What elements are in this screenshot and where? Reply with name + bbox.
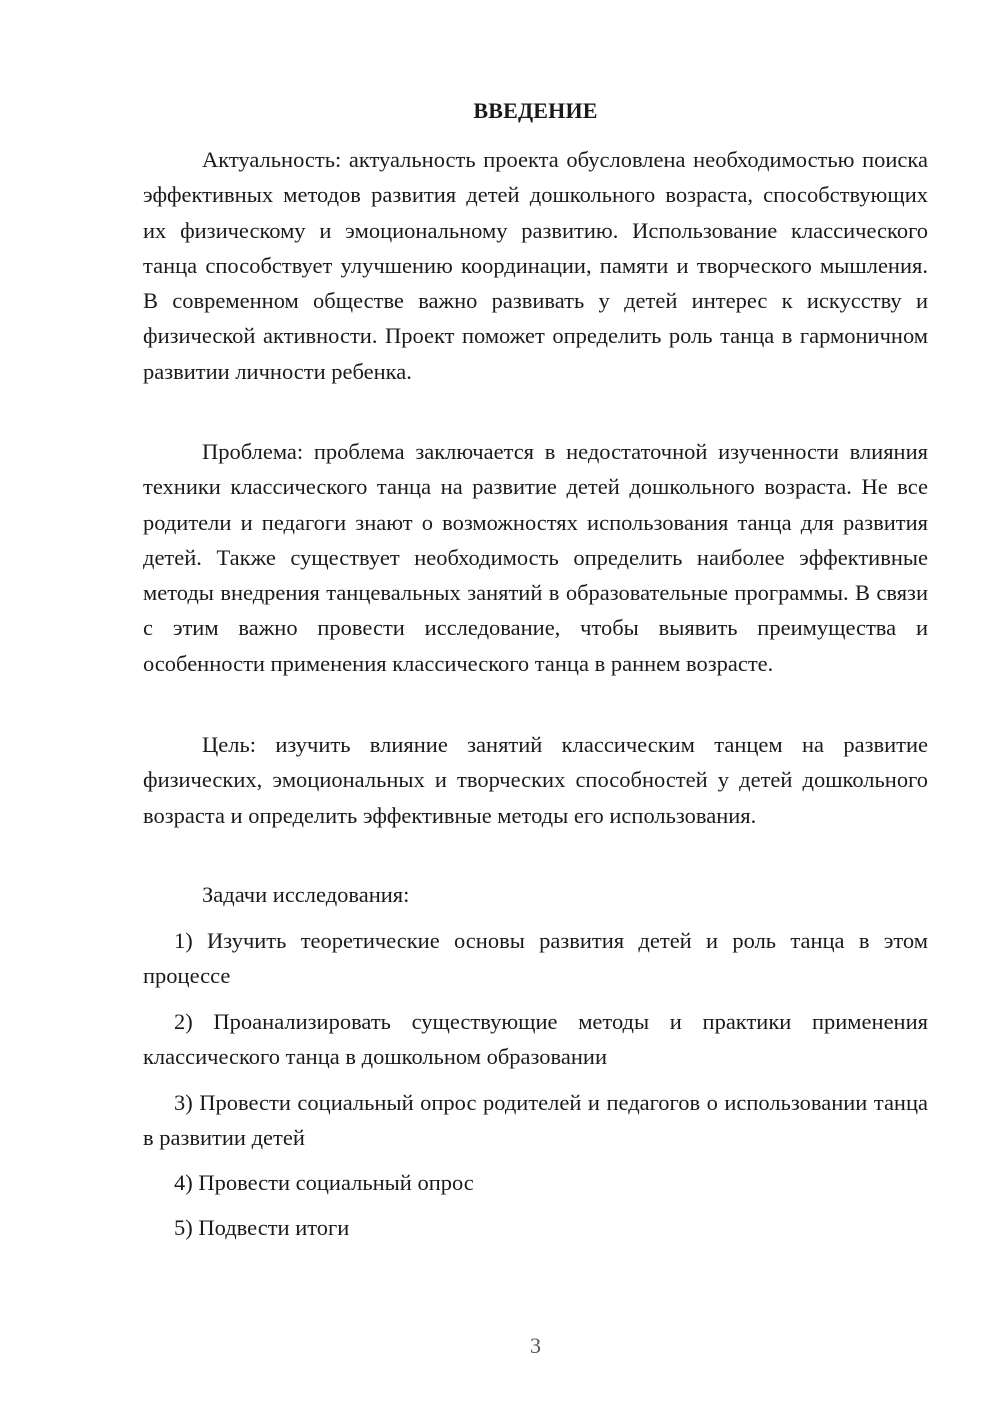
task-item: 3) Провести социальный опрос родителей и педагогов о использовании танца в развитии детей	[143, 1090, 928, 1151]
tasks-heading: Задачи исследования:	[202, 882, 410, 907]
task-item: 2) Проанализировать существующие методы и практики применения классического танца в дошкольном образовании	[143, 1009, 928, 1070]
page-number: 3	[530, 1333, 541, 1358]
goal-paragraph: Цель: изучить влияние занятий классическим танцем на развитие физических, эмоциональных и творческих способностей у детей дошкольного возраста и определить эффективные методы его использования.	[143, 732, 928, 828]
relevance-paragraph: Актуальность: актуальность проекта обусловлена необходимостью поиска эффективных методов развития детей дошкольного возраста, способствующих их физическому и эмоциональному развитию. Использование классического танца способствует улучшению координации, памяти и творческого мышления. В современном обществе важно развивать у детей интерес к искусству и физической активности. Проект поможет определить роль танца в гармоничном развитии личности ребенка.	[143, 147, 928, 384]
task-item: 1) Изучить теоретические основы развития детей и роль танца в этом процессе	[143, 928, 928, 989]
section-title: ВВЕДЕНИЕ	[473, 98, 598, 123]
problem-paragraph: Проблема: проблема заключается в недостаточной изученности влияния техники классического танца на развитие детей дошкольного возраста. Не все родители и педагоги знают о возможностях использования танца для развития детей. Также существует необходимость определить наиболее эффективные методы внедрения танцевальных занятий в образовательные программы. В связи с этим важно провести исследование, чтобы выявить преимущества и особенности применения классического танца в раннем возрасте.	[143, 439, 928, 676]
document-page	[143, 0, 928, 1414]
task-item: 5) Подвести итоги	[174, 1215, 350, 1240]
task-item: 4) Провести социальный опрос	[174, 1170, 474, 1195]
